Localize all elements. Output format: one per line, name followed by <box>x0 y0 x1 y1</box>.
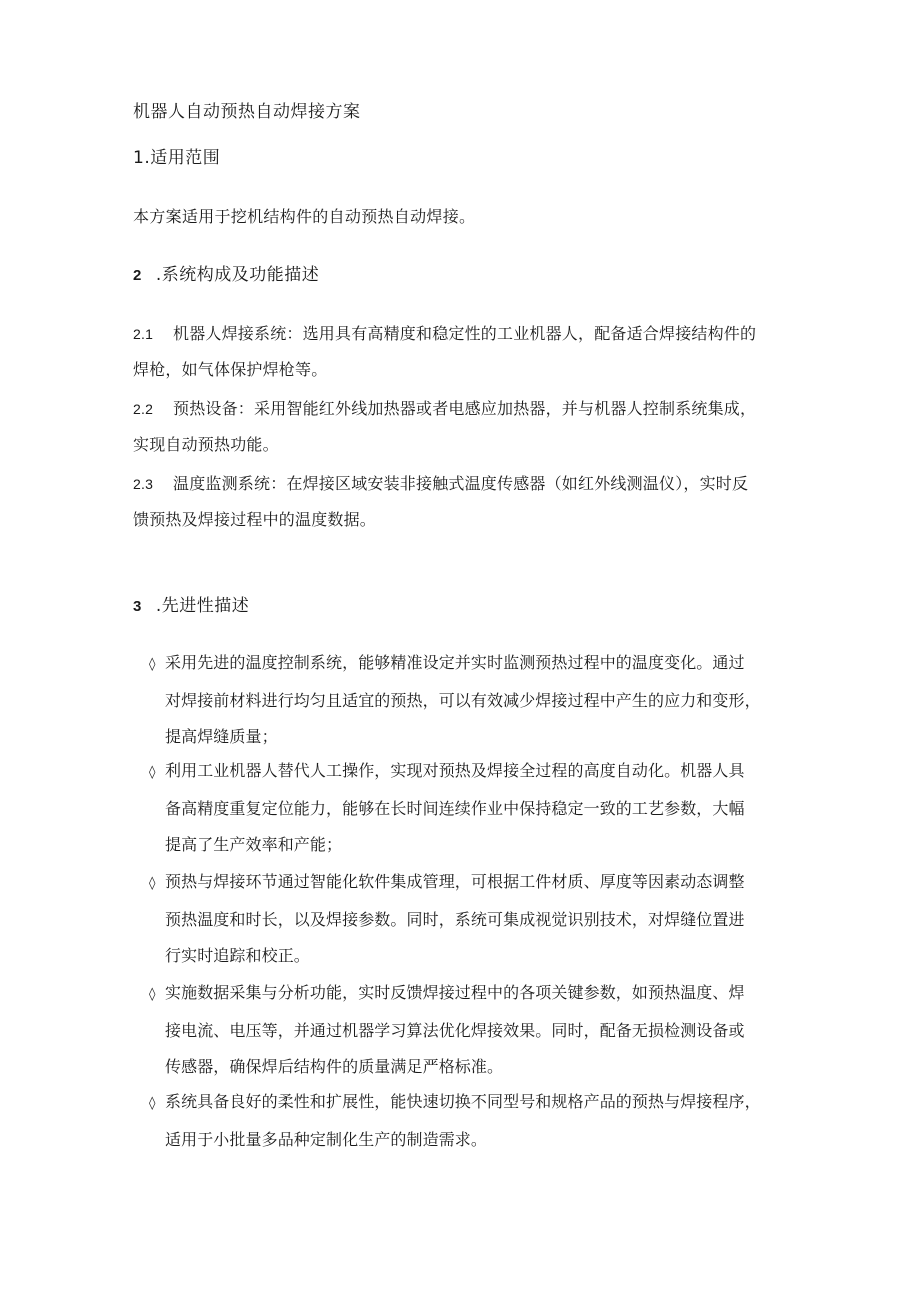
item-line: 预热设备：采用智能红外线加热器或者电感应加热器，并与机器人控制系统集成， <box>173 399 757 418</box>
bullet-item-4 <box>149 975 789 1085</box>
bullet-line: 传感器，确保焊后结构件的质量满足严格标准。 <box>165 1057 504 1076</box>
item-2-1 <box>133 316 793 388</box>
bullet-line: 提高了生产效率和产能； <box>165 835 343 854</box>
bullet-line: 对焊接前材料进行均匀且适宜的预热，可以有效减少焊接过程中产生的应力和变形， <box>165 691 761 710</box>
bullet-line: 预热温度和时长，以及焊接参数。同时，系统可集成视觉识别技术，对焊缝位置进 <box>165 910 745 929</box>
section-2-title: .系统构成及功能描述 <box>155 265 320 285</box>
section-3-number: 3 <box>133 598 142 615</box>
diamond-bullet-icon: ◊ <box>149 765 156 780</box>
bullet-line: 备高精度重复定位能力，能够在长时间连续作业中保持稳定一致的工艺参数，大幅 <box>165 799 745 818</box>
bullet-item-2 <box>149 753 789 863</box>
bullet-line: 实施数据采集与分析功能，实时反馈焊接过程中的各项关键参数，如预热温度、焊 <box>165 983 745 1002</box>
item-line: 焊枪，如气体保护焊枪等。 <box>133 360 328 379</box>
item-number: 2.3 <box>133 476 154 492</box>
bullet-line: 适用于小批量多品种定制化生产的制造需求。 <box>165 1130 488 1149</box>
item-2-2 <box>133 391 793 463</box>
document-title: 机器人自动预热自动焊接方案 <box>133 102 361 122</box>
item-line: 温度监测系统：在焊接区域安装非接触式温度传感器（如红外线测温仪），实时反 <box>173 474 749 493</box>
diamond-bullet-icon: ◊ <box>149 987 156 1002</box>
bullet-item-1 <box>149 645 789 755</box>
diamond-bullet-icon: ◊ <box>149 1096 156 1111</box>
bullet-line: 提高焊缝质量； <box>165 727 278 746</box>
bullet-item-5 <box>149 1084 789 1158</box>
bullet-line: 预热与焊接环节通过智能化软件集成管理，可根据工件材质、厚度等因素动态调整 <box>165 872 745 891</box>
bullet-line: 利用工业机器人替代人工操作，实现对预热及焊接全过程的高度自动化。机器人具 <box>165 761 745 780</box>
section-3-heading <box>133 594 249 619</box>
item-number: 2.2 <box>133 401 154 417</box>
section-3-title: .先进性描述 <box>155 596 250 616</box>
item-line: 实现自动预热功能。 <box>133 435 279 454</box>
item-2-3 <box>133 466 793 538</box>
bullet-line: 接电流、电压等，并通过机器学习算法优化焊接效果。同时，配备无损检测设备或 <box>165 1021 745 1040</box>
item-line: 馈预热及焊接过程中的温度数据。 <box>133 510 377 529</box>
diamond-bullet-icon: ◊ <box>149 876 156 891</box>
item-number: 2.1 <box>133 326 154 342</box>
section-1-paragraph: 本方案适用于挖机结构件的自动预热自动焊接。 <box>133 207 476 226</box>
bullet-line: 系统具备良好的柔性和扩展性，能快速切换不同型号和规格产品的预热与焊接程序， <box>165 1092 761 1111</box>
section-2-number: 2 <box>133 267 142 284</box>
section-1-heading: 1.适用范围 <box>133 148 221 168</box>
bullet-line: 采用先进的温度控制系统，能够精准设定并实时监测预热过程中的温度变化。通过 <box>165 653 745 672</box>
bullet-item-3 <box>149 864 789 974</box>
item-line: 机器人焊接系统：选用具有高精度和稳定性的工业机器人，配备适合焊接结构件的 <box>173 324 757 343</box>
section-2-heading <box>133 263 319 288</box>
bullet-line: 行实时追踪和校正。 <box>165 946 310 965</box>
diamond-bullet-icon: ◊ <box>149 657 156 672</box>
